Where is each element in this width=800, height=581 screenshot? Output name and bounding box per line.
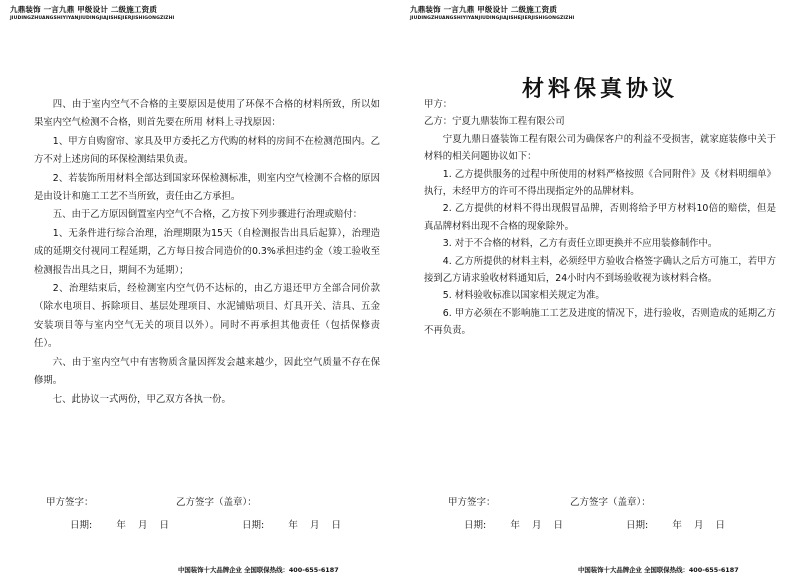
right-body [424, 96, 776, 340]
left-paragraph: 1、无条件进行综合治理，治理期限为15天（自检测报告出具后起算），治理造成的延期交付视同工程延期，乙方每日按合同造价的0.3%承担违约金（竣工验收至检测报告出具之日，期间不为延期）； [34, 227, 380, 276]
party-a-line: 甲方： [424, 99, 453, 110]
page-title: 材料保真协议 [521, 77, 678, 102]
right-paragraph: 4. 乙方所提供的材料主料，必须经甲方验收合格签字确认之后方可施工，若甲方接到乙方请求验收材料通知后，24小时内不到场验收视为该材料合格。 [424, 255, 776, 285]
left-paragraph: 2、治理结束后，经检测室内空气仍不达标的，由乙方退还甲方全部合同价款（除水电项目、拆除项目、基层处理项目、水泥铺贴项目、灯具开关、洁具、五金安装项目等与室内空气无关的项目以外）。同时不再承担其他责任（包括保修责任）。 [34, 283, 380, 350]
left-body [34, 96, 380, 409]
left-paragraph: 五、由于乙方原因倒置室内空气不合格，乙方按下列步骤进行治理或赔付： [52, 209, 363, 221]
right-paragraph: 2. 乙方提供的材料不得出现假冒品牌，否则将给予甲方材料10倍的赔偿，但是真品牌材料出现不合格的现象除外。 [424, 203, 776, 232]
right-paragraph: 6. 甲方必须在不影响施工工艺及进度的情况下，进行验收，否则造成的延期乙方不再负责。 [424, 307, 776, 337]
header-pinyin: JIUDINGZHUANGSHIYIYANJIUDINGJIAJISHEJIERJISHIGONGZIZHI [10, 16, 175, 21]
right-date-party-a: 日期: 年 月 日 [464, 520, 564, 531]
left-footer: 中国装饰十大品牌企业 全国联保热线：400-655-6187 [178, 566, 339, 574]
left-paragraph: 四、由于室内空气不合格的主要原因是使用了环保不合格的材料所致，所以如果室内空气检测不合格，则首先要在所用 材料上寻找原因： [34, 99, 380, 129]
right-date-party-b: 日期: 年 月 日 [626, 520, 726, 531]
right-paragraph: 宁夏九鼎日盛装饰工程有限公司为确保客户的利益不受损害，就家庭装修中关于材料的相关问题协议如下： [424, 133, 776, 163]
left-sig-party-a: 甲方签字： [46, 497, 94, 508]
right-page [400, 0, 800, 581]
left-paragraph: 2、若装饰所用材料全部达到国家环保检测标准，则室内空气检测不合格的原因是由设计和施工工艺不当所致，责任由乙方承担。 [34, 172, 380, 203]
left-paragraph: 六、由于室内空气中有害物质含量因挥发会越来越少，因此空气质量不存在保修期。 [34, 356, 380, 387]
right-paragraph: 5. 材料验收标准以国家相关规定为准。 [442, 290, 605, 302]
header-pinyin: JIUDINGZHUANGSHIYIYANJIUDINGJIAJISHEJIERJISHIGONGZIZHI [410, 16, 575, 21]
page-header [10, 4, 174, 21]
left-paragraph: 七、此协议一式两份，甲乙双方各执一份。 [52, 393, 231, 405]
right-paragraph: 1. 乙方提供服务的过程中所使用的材料严格按照《合同附件》及《材料明细单》执行，未经甲方的许可不得出现指定外的品牌材料。 [424, 168, 776, 198]
header-line: 九鼎装饰 一言九鼎 甲级设计 二级施工资质 [410, 5, 558, 14]
right-footer: 中国装饰十大品牌企业 全国联保热线：400-655-6187 [578, 566, 739, 574]
right-sig-party-a: 甲方签字： [448, 497, 496, 508]
left-paragraph: 1、甲方自购窗帘、家具及甲方委托乙方代购的材料的房间不在检测范围内。乙方不对上述房间的环保检测结果负责。 [34, 135, 380, 166]
page-header [410, 4, 574, 21]
right-paragraph: 3. 对于不合格的材料，乙方有责任立即更换并不应用装修制作中。 [442, 238, 718, 250]
left-sig-party-b: 乙方签字（盖章）： [176, 497, 257, 508]
header-line: 九鼎装饰 一言九鼎 甲级设计 二级施工资质 [10, 5, 158, 14]
right-sig-party-b: 乙方签字（盖章）： [570, 497, 651, 508]
left-date-party-b: 日期: 年 月 日 [242, 520, 342, 531]
party-b-line: 乙方：宁夏九鼎装饰工程有限公司 [424, 116, 565, 128]
left-date-party-a: 日期: 年 月 日 [70, 520, 170, 531]
